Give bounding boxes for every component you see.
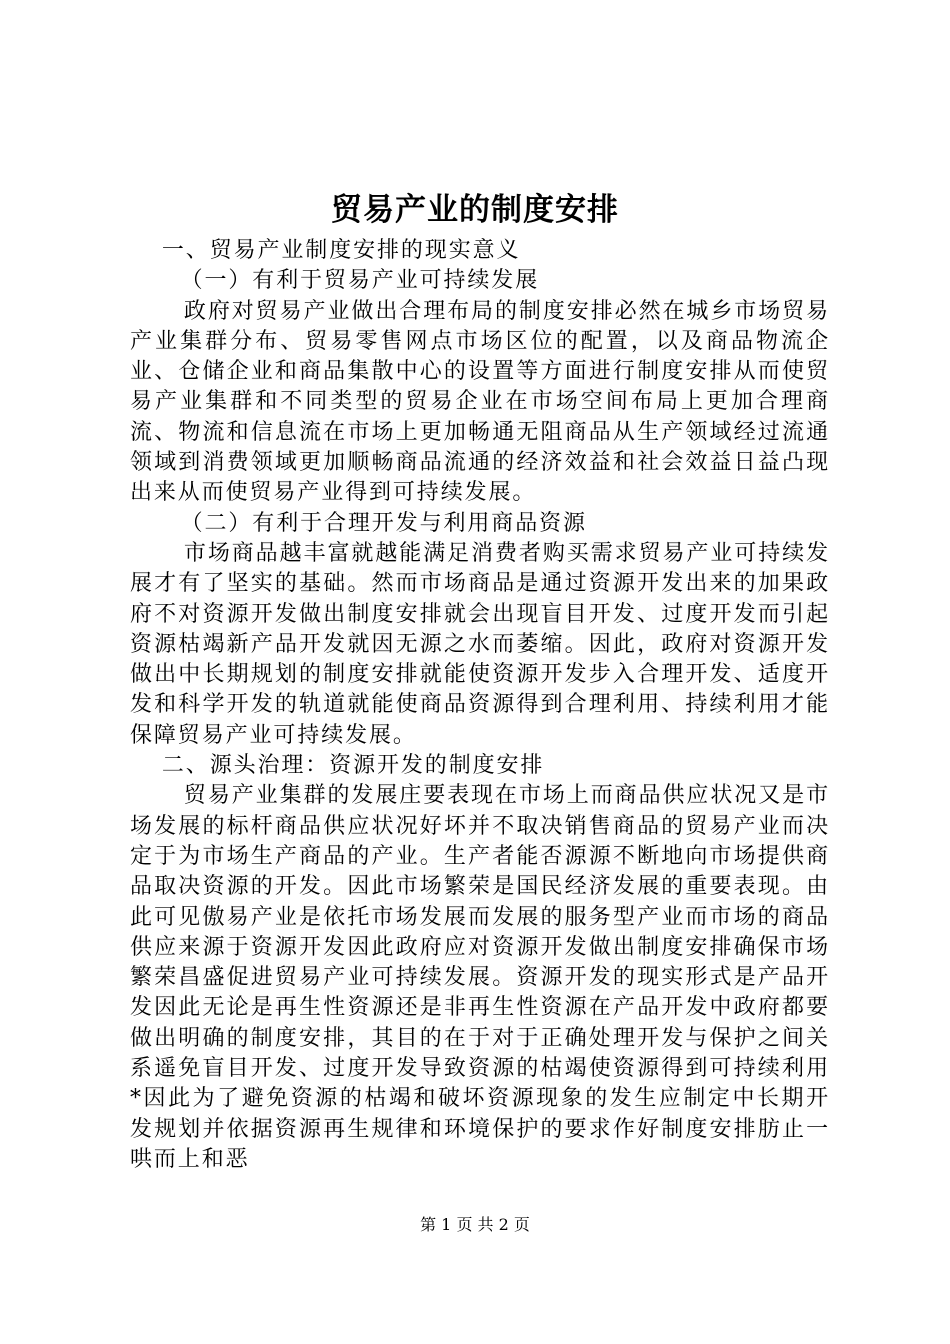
body-paragraph: 政府对贸易产业做出合理布局的制度安排必然在城乡市场贸易产业集群分布、贸易零售网点市场区位的配置，以及商品物流企业、仓储企业和商品集散中心的设置等方面进行制度安排从而使贸易产业集群和不同类型的贸易企业在市场空间布局上更加合理商流、物流和信息流在市场上更加畅通无阻商品从生产领域经过流通领域到消费领域更加顺畅商品流通的经济效益和社会效益日益凸现出来从而使贸易产业得到可持续发展。 [130, 298, 830, 506]
body-paragraph: 市场商品越丰富就越能满足消费者购买需求贸易产业可持续发展才有了坚实的基础。然而市场商品是通过资源开发出来的加果政府不对资源开发做出制度安排就会出现盲目开发、过度开发而引起资源枯竭新产品开发就因无源之水而萎缩。因此，政府对资源开发做出中长期规划的制度安排就能使资源开发步入合理开发、适度开发和科学开发的轨道就能使商品资源得到合理利用、持续利用才能保障贸易产业可持续发展。 [130, 540, 830, 748]
section-heading: 一、贸易产业制度安排的现实意义 [161, 238, 521, 263]
section-heading: 二、源头治理：资源开发的制度安排 [161, 753, 545, 779]
body-paragraph: 贸易产业集群的发展庄要表现在市场上而商品供应状况又是市场发展的标杆商品供应状况好坏并不取决销售商品的贸易产业而决定于为市场生产商品的产业。生产者能否源源不断地向市场提供商品取决资源的开发。因此市场繁荣是国民经济发展的重要表现。由此可见傲易产业是依托市场发展而发展的服务型产业而市场的商品供应来源于资源开发因此政府应对资源开发做出制度安排确保市场繁荣昌盛促进贸易产业可持续发展。资源开发的现实形式是产品开发因此无论是再生性资源还是非再生性资源在产品开发中政府都要做出明确的制度安排，其目的在于对于正确处理开发与保护之间关系遥免盲目开发、过度开发导致资源的枯竭使资源得到可持续利用*因此为了避免资源的枯竭和破坏资源现象的发生应制定中长期开发规划并依据资源再生规律和环境保护的要求作好制度安排肪止一哄而上和恶 [130, 783, 830, 1172]
page-number-footer: 第 1 页 共 2 页 [420, 1215, 530, 1234]
document-body [130, 236, 830, 1175]
document-title: 贸易产业的制度安排 [331, 192, 619, 228]
subsection-heading: （一）有利于贸易产业可持续发展 [180, 268, 540, 294]
subsection-heading: （二）有利于合理开发与利用商品资源 [180, 510, 587, 536]
